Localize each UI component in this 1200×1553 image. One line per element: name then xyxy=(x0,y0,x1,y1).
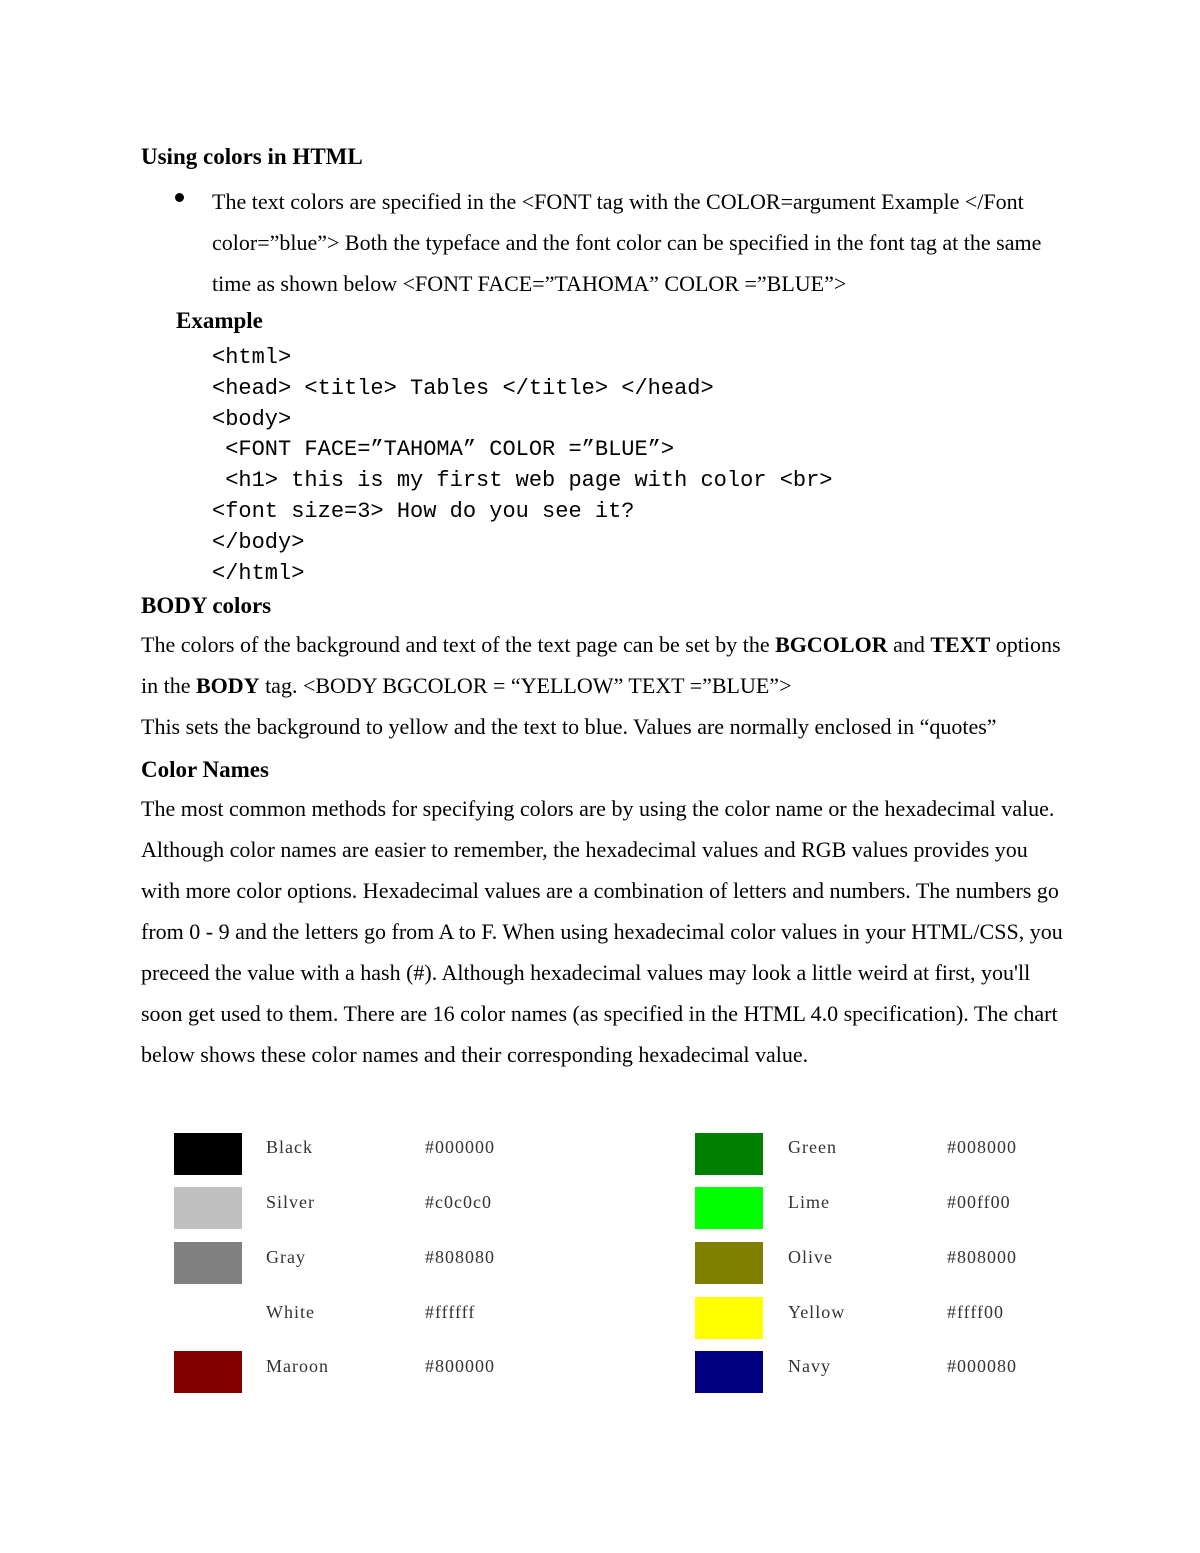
example-label: Example xyxy=(176,308,263,333)
swatch-name: Green xyxy=(788,1137,837,1157)
body-colors-text: and xyxy=(887,632,931,657)
swatch-hex: #c0c0c0 xyxy=(425,1192,492,1212)
text-keyword: TEXT xyxy=(930,632,991,657)
swatch-silver xyxy=(174,1187,242,1229)
swatch-navy xyxy=(695,1351,763,1393)
swatch-hex: #800000 xyxy=(425,1356,495,1376)
swatch-white xyxy=(174,1297,242,1339)
swatch-name: Olive xyxy=(788,1247,833,1267)
body-colors-heading: BODY colors xyxy=(141,593,272,618)
code-line: <h1> this is my first web page with color <br> xyxy=(212,468,833,494)
swatch-gray xyxy=(174,1242,242,1284)
bullet-text: The text colors are specified in the <FONT tag with the COLOR=argument Example </Font color=”blue”> Both the typeface and the font color can be specified in the font tag at the same time as shown below <FONT FACE=”TAHOMA” COLOR =”BLUE”> xyxy=(212,189,1042,296)
code-line: </body> xyxy=(212,529,305,555)
color-names-paragraph: The most common methods for specifying colors are by using the color name or the hexadecimal value. Although color names are easier to remember, the hexadecimal values and RGB values provides you with more color options. Hexadecimal values are a combination of letters and numbers. The numbers go from 0 - 9 and the letters go from A to F. When using hexadecimal color values in your HTML/CSS, you preceed the value with a hash (#). Although hexadecimal values may look a little weird at first, you'll soon get used to them. There are 16 color names (as specified in the HTML 4.0 specification). The chart below shows these color names and their corresponding hexadecimal value. xyxy=(141,796,1063,1067)
code-line: <html> xyxy=(212,345,292,370)
code-line: <head> <title> Tables </title> </head> xyxy=(212,375,714,401)
code-line: <body> xyxy=(212,406,292,432)
swatch-hex: #008000 xyxy=(947,1137,1017,1157)
color-names-heading: Color Names xyxy=(141,757,269,782)
bullet-icon xyxy=(175,193,184,202)
swatch-name: Silver xyxy=(266,1192,315,1212)
swatch-green xyxy=(695,1133,763,1175)
swatch-olive xyxy=(695,1242,763,1284)
swatch-hex: #000000 xyxy=(425,1137,495,1157)
swatch-name: Yellow xyxy=(788,1302,846,1322)
code-line: <FONT FACE=”TAHOMA” COLOR =”BLUE”> xyxy=(212,437,675,463)
code-line: <font size=3> How do you see it? xyxy=(212,498,635,524)
page-title: Using colors in HTML xyxy=(141,144,363,169)
swatch-yellow xyxy=(695,1297,763,1339)
swatch-hex: #00ff00 xyxy=(947,1192,1011,1212)
code-block xyxy=(212,343,833,589)
swatch-maroon xyxy=(174,1351,242,1393)
code-line: </html> xyxy=(212,560,305,586)
swatch-name: Navy xyxy=(788,1356,831,1376)
body-colors-text: The colors of the background and text of the text page can be set by the xyxy=(141,632,776,657)
swatch-black xyxy=(174,1133,242,1175)
swatch-name: Maroon xyxy=(266,1356,329,1376)
swatch-hex: #000080 xyxy=(947,1356,1017,1376)
swatch-lime xyxy=(695,1187,763,1229)
body-colors-note: This sets the background to yellow and the text to blue. Values are normally enclosed in “quotes” xyxy=(141,714,997,739)
bgcolor-keyword: BGCOLOR xyxy=(775,632,888,657)
body-colors-text: options in the xyxy=(141,632,1061,698)
swatch-hex: #808080 xyxy=(425,1247,495,1267)
swatch-name: White xyxy=(266,1302,315,1322)
swatch-hex: #808000 xyxy=(947,1247,1017,1267)
swatch-name: Black xyxy=(266,1137,313,1157)
swatch-name: Lime xyxy=(788,1192,830,1212)
swatch-hex: #ffff00 xyxy=(947,1302,1005,1322)
bullet-item xyxy=(141,181,1061,304)
body-colors-paragraph xyxy=(141,624,1071,706)
body-colors-text: tag. <BODY BGCOLOR = “YELLOW” TEXT =”BLUE”> xyxy=(259,673,792,698)
swatch-name: Gray xyxy=(266,1247,306,1267)
body-keyword: BODY xyxy=(196,673,260,698)
swatch-hex: #ffffff xyxy=(425,1302,476,1322)
